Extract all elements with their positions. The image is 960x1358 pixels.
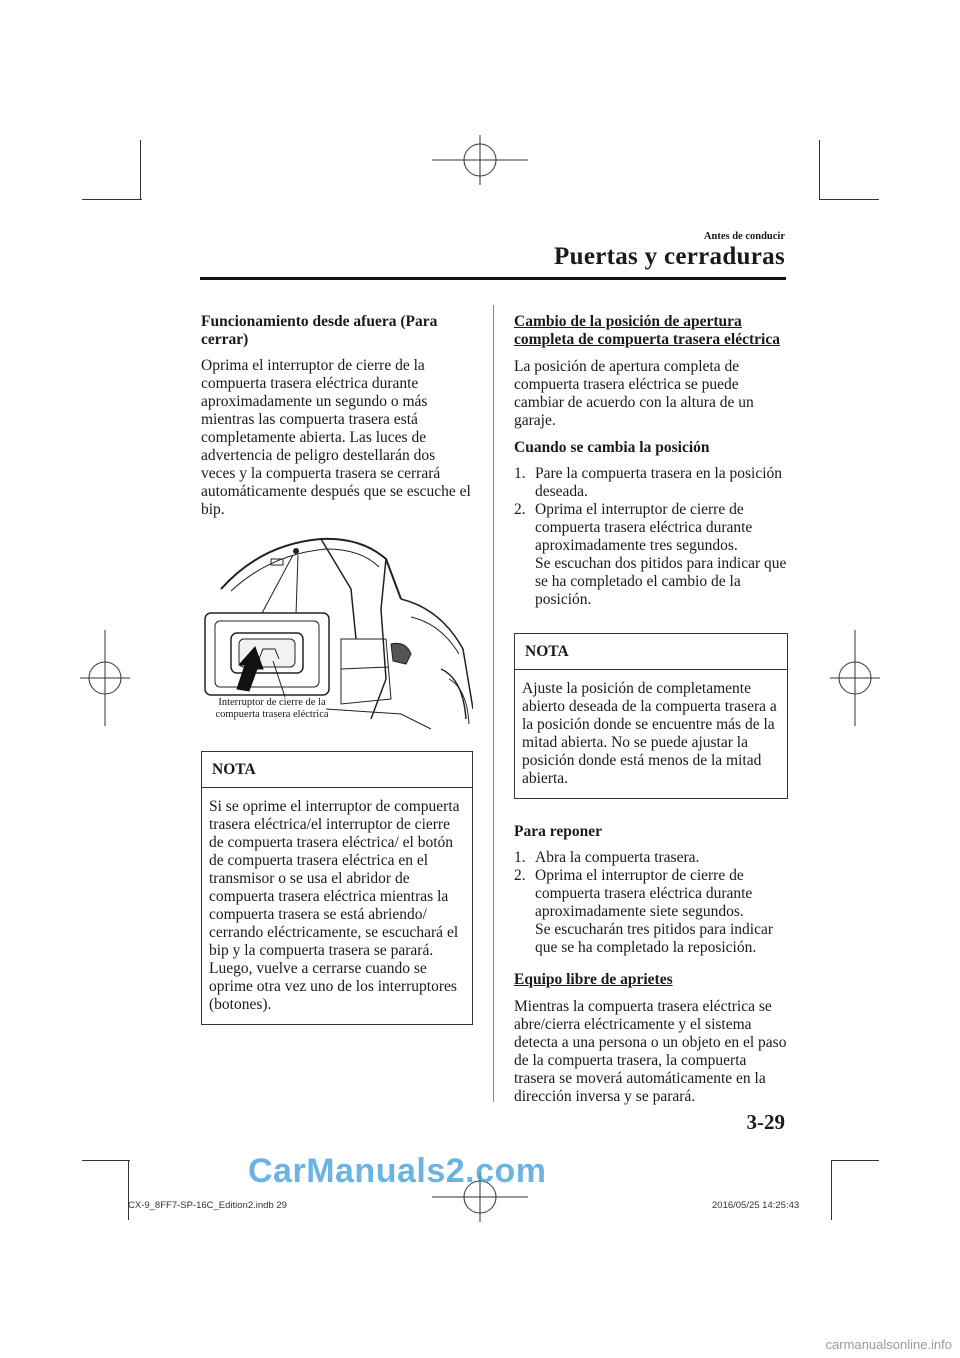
header-rule <box>200 277 786 280</box>
note-text: Ajuste la posición de completamente abierto deseada de la compuerta trasera a la posición donde se encuentre más de la mitad abierta. No se puede ajustar la posición donde está menos de la mitad abierta. <box>522 680 777 787</box>
pinch-free-text: Mientras la compuerta trasera eléctrica se abre/cierra eléctricamente y el sistema detecta a una persona o un objeto en el paso de la compuerta trasera, la compuerta trasera se moverá automáticamente en la dirección inversa y se parará. <box>514 998 787 1105</box>
note-title: NOTA <box>202 752 472 788</box>
note-box-left <box>201 751 473 1025</box>
registration-mark-right <box>830 630 880 726</box>
change-full-open-position-heading: Cambio de la posición de apertura completa de compuerta trasera eléctrica <box>514 313 780 348</box>
registration-mark-top <box>432 135 528 185</box>
watermark-logo: CarManuals2.com <box>248 1152 547 1190</box>
change-full-open-position-text: La posición de apertura completa de compuerta trasera eléctrica se puede cambiar de acuerdo con la altura de un garaje. <box>514 358 754 429</box>
column-divider <box>493 305 494 1102</box>
pinch-free-heading: Equipo libre de aprietes <box>514 971 673 988</box>
reset-steps <box>514 849 788 957</box>
file-info: CX-9_8FF7-SP-16C_Edition2.indb 29 <box>128 1200 287 1211</box>
watermark-site: carmanualsonline.info <box>825 1337 952 1352</box>
print-timestamp: 2016/05/25 14:25:43 <box>712 1200 800 1211</box>
reset-heading: Para reponer <box>514 823 602 840</box>
illustration-label: Interruptor de cierre de la compuerta trasera eléctrica <box>215 697 329 720</box>
page-title: Puertas y cerraduras <box>554 243 785 270</box>
when-changing-position-heading: Cuando se cambia la posición <box>514 439 710 456</box>
section-category: Antes de conducir <box>703 231 785 242</box>
liftgate-illustration <box>201 529 473 733</box>
list-item: 2. Oprima el interruptor de cierre de compuerta trasera eléctrica durante aproximadamente siete segundos. Se escucharán tres pitidos para indicar que se ha completado la reposición. <box>514 867 774 956</box>
change-position-steps <box>514 465 788 609</box>
right-column <box>514 313 788 1115</box>
page-number: 3-29 <box>746 1110 785 1134</box>
closing-from-outside-text: Oprima el interruptor de cierre de la compuerta trasera eléctrica durante aproximadamente un segundo o más mientras las compuerta trasera está completamente abierta. Las luces de advertencia de peligro destellarán dos veces y la compuerta trasera se cerrará automáticamente después que se escuche el bip. <box>201 357 471 518</box>
note-title: NOTA <box>515 634 787 670</box>
list-item: 1. Abra la compuerta trasera. <box>514 849 700 866</box>
left-column <box>201 313 473 1025</box>
note-text: Si se oprime el interruptor de compuerta trasera eléctrica/el interruptor de cierre de compuerta trasera eléctrica/ el botón de compuerta trasera eléctrica en el transmisor o se usa el abridor de compuerta trasera eléctrica mientras la compuerta trasera se está abriendo/ cerrando eléctricamente, se escuchará el bip y la compuerta trasera se parará. Luego, vuelve a cerrarse cuando se oprime otra vez uno de los interruptores (botones). <box>209 798 460 1013</box>
registration-mark-left <box>80 630 130 726</box>
note-box-right <box>514 633 788 799</box>
closing-from-outside-heading: Funcionamiento desde afuera (Para cerrar) <box>201 313 438 348</box>
list-item: 1. Pare la compuerta trasera en la posición deseada. <box>514 465 783 500</box>
list-item: 2. Oprima el interruptor de cierre de compuerta trasera eléctrica durante aproximadamente tres segundos. Se escuchan dos pitidos para indicar que se ha completado el cambio de la posición. <box>514 501 787 608</box>
